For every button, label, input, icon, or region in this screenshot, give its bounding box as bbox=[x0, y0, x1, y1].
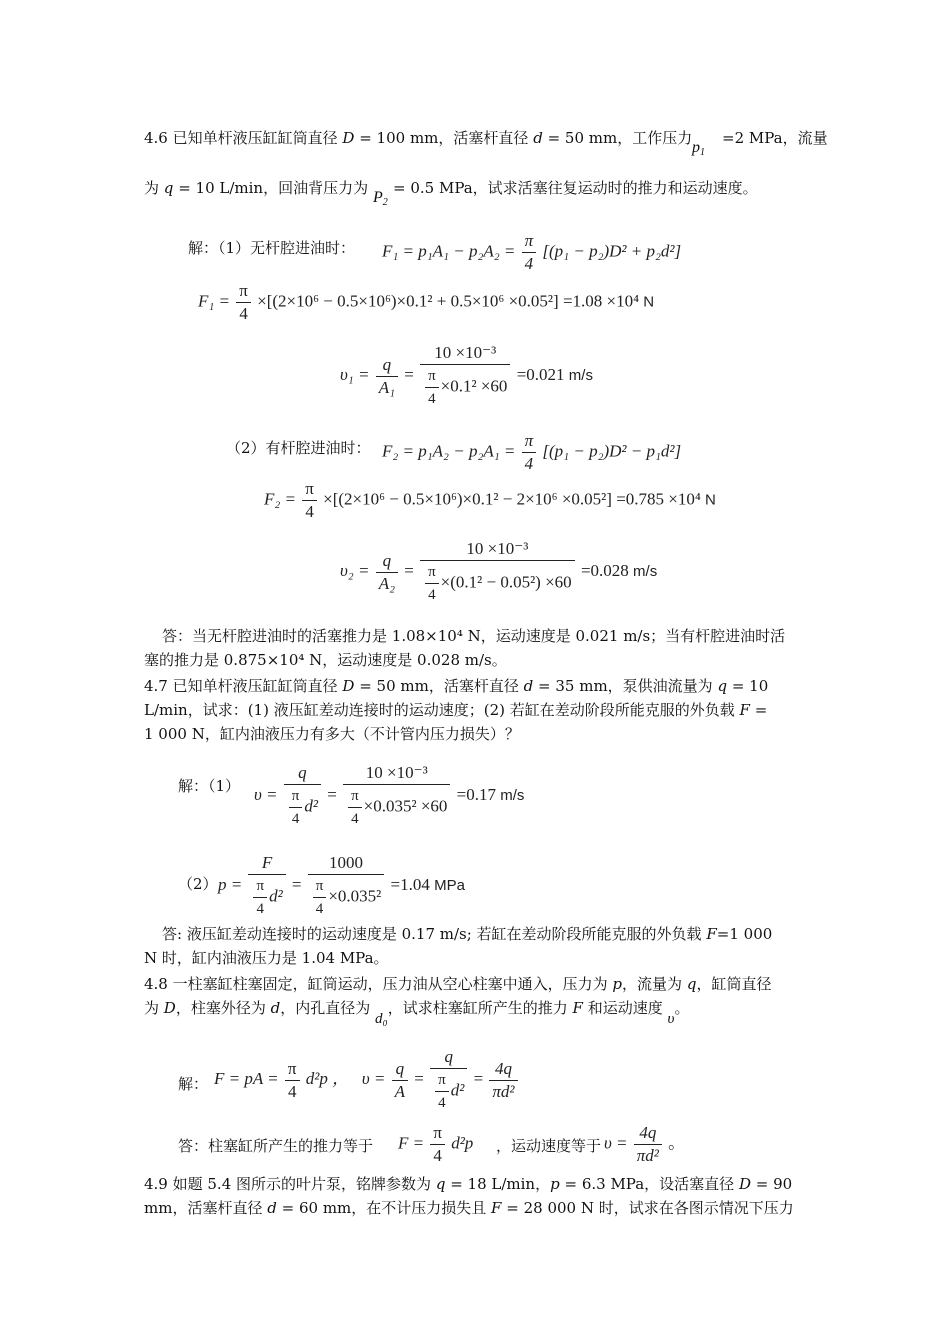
q46-solution-1-label: 解：（1）无杆腔进油时： bbox=[188, 239, 356, 257]
q48-answer-mid: ，运动速度等于 bbox=[496, 1137, 602, 1155]
q47-solution-1-label: 解：（1） bbox=[178, 777, 241, 795]
q47-eq2: p = F $\frac{\pi}{4}$ d² = 1000 $\frac{\pi}{4}$ ×0.035² =1.04 MPa bbox=[218, 853, 465, 917]
q46-eq6: υ₂ = $\frac{q}{\text{A₂}}$ = 10 ×10⁻³ $\frac{\pi}{4}$ ×(0.1² − 0.05²) ×60 =0.028 m/s bbox=[340, 539, 658, 603]
q48-eq: F = pA = $\frac{\pi}{4}$ d²p ， υ = $\frac{q}{A}$ = q $\frac{\pi}{4}$ d² = $\frac{4q}{\text{πd²}}$ bbox=[214, 1046, 520, 1114]
q48-line2: 为 D，柱塞外径为 d，内孔直径为 d₀，试求柱塞缸所产生的推力 F 和运动速度 υ。 bbox=[144, 999, 690, 1027]
q47-line2: L/min，试求：(1) 液压缸差动连接时的运动速度；(2) 若缸在差动阶段所能克服的外负载 F = bbox=[144, 701, 768, 719]
q47-answer-line2: N 时，缸内油液压力是 1.04 MPa。 bbox=[144, 949, 389, 967]
q46-answer-line1: 答：当无杆腔进油时的活塞推力是 1.08×10⁴ N，运动速度是 0.021 m/s；当有杆腔进油时活 bbox=[162, 627, 786, 645]
q46-eq5: F₂ = $\frac{\pi}{4}$ ×[(2×10⁶ − 0.5×10⁶)×0.1² − 2×10⁶ ×0.05²] =0.785 ×10⁴ N bbox=[264, 479, 716, 521]
q46-p2-symbol: $P_2$ bbox=[373, 189, 388, 208]
q49-line2: mm，活塞杆直径 d = 60 mm，在不计压力损失且 F = 28 000 N 时，试求在各图示情况下压力 bbox=[144, 1199, 794, 1217]
q47-solution-2-label: （2） bbox=[178, 875, 218, 893]
q46-answer-line2: 塞的推力是 0.875×10⁴ N，运动速度是 0.028 m/s。 bbox=[144, 651, 507, 669]
q46-line1-end: =2 MPa，流量 bbox=[722, 129, 828, 147]
q47-eq1: υ = q $\frac{\pi}{4}$ d² = 10 ×10⁻³ $\frac{\pi}{4}$ ×0.035² ×60 =0.17 m/s bbox=[254, 763, 525, 827]
q46-eq4: F₂ = p₁A₂ − p₂A₁ = $\frac{\pi}{4}$ [(p₁ − p₂)D² − p₁d²] bbox=[382, 431, 682, 473]
q46-eq1: F₁ = p₁A₁ − p₂A₂ = $\frac{\pi}{4}$ [(p₁ − p₂)D² + p₂d²] bbox=[382, 231, 682, 273]
q46-solution-2-label: （2）有杆腔进油时： bbox=[226, 439, 371, 457]
q47-answer-line1: 答: 液压缸差动连接时的运动速度是 0.17 m/s; 若缸在差动阶段所能克服的外负载 F=1 000 bbox=[162, 925, 773, 943]
q48-line1: 4.8 一柱塞缸柱塞固定，缸筒运动，压力油从空心柱塞中通入，压力为 p，流量为 q，缸筒直径 bbox=[144, 975, 772, 993]
q46-eq3: υ₁ = $\frac{q}{\text{A₁}}$ = 10 ×10⁻³ $\frac{\pi}{4}$ ×0.1² ×60 =0.021 m/s bbox=[340, 343, 593, 407]
q46-eq2: F₁ = $\frac{\pi}{4}$ ×[(2×10⁶ − 0.5×10⁶)×0.1² + 0.5×10⁶ ×0.05²] =1.08 ×10⁴ N bbox=[198, 281, 655, 323]
q48-answer-formula-f: F = $\frac{\pi}{4}$ d²p bbox=[398, 1123, 474, 1165]
q48-solution-label: 解： bbox=[178, 1075, 209, 1093]
q49-line1: 4.9 如题 5.4 图所示的叶片泵，铭牌参数为 q = 18 L/min，p = 6.3 MPa，设活塞直径 D = 90 bbox=[144, 1175, 793, 1193]
q46-line2-end: = 0.5 MPa，试求活塞往复运动时的推力和运动速度。 bbox=[393, 179, 758, 197]
q47-line1: 4.7 已知单杆液压缸缸筒直径 D = 50 mm，活塞杆直径 d = 35 mm，泵供油流量为 q = 10 bbox=[144, 677, 769, 695]
q46-line1: 4.6 已知单杆液压缸缸筒直径 D = 100 mm，活塞杆直径 d = 50 mm，工作压力 bbox=[144, 129, 693, 147]
q47-line3: 1 000 N，缸内油液压力有多大（不计管内压力损失）？ bbox=[144, 725, 520, 743]
q46-p1-symbol: $p_1$ bbox=[692, 139, 705, 158]
q46-line2: 为 q = 10 L/min，回油背压力为 bbox=[144, 179, 369, 197]
q48-answer: 答：柱塞缸所产生的推力等于 bbox=[178, 1137, 374, 1155]
q48-answer-formula-v: υ = $\frac{4q}{\text{πd²}}$ 。 bbox=[604, 1123, 686, 1165]
